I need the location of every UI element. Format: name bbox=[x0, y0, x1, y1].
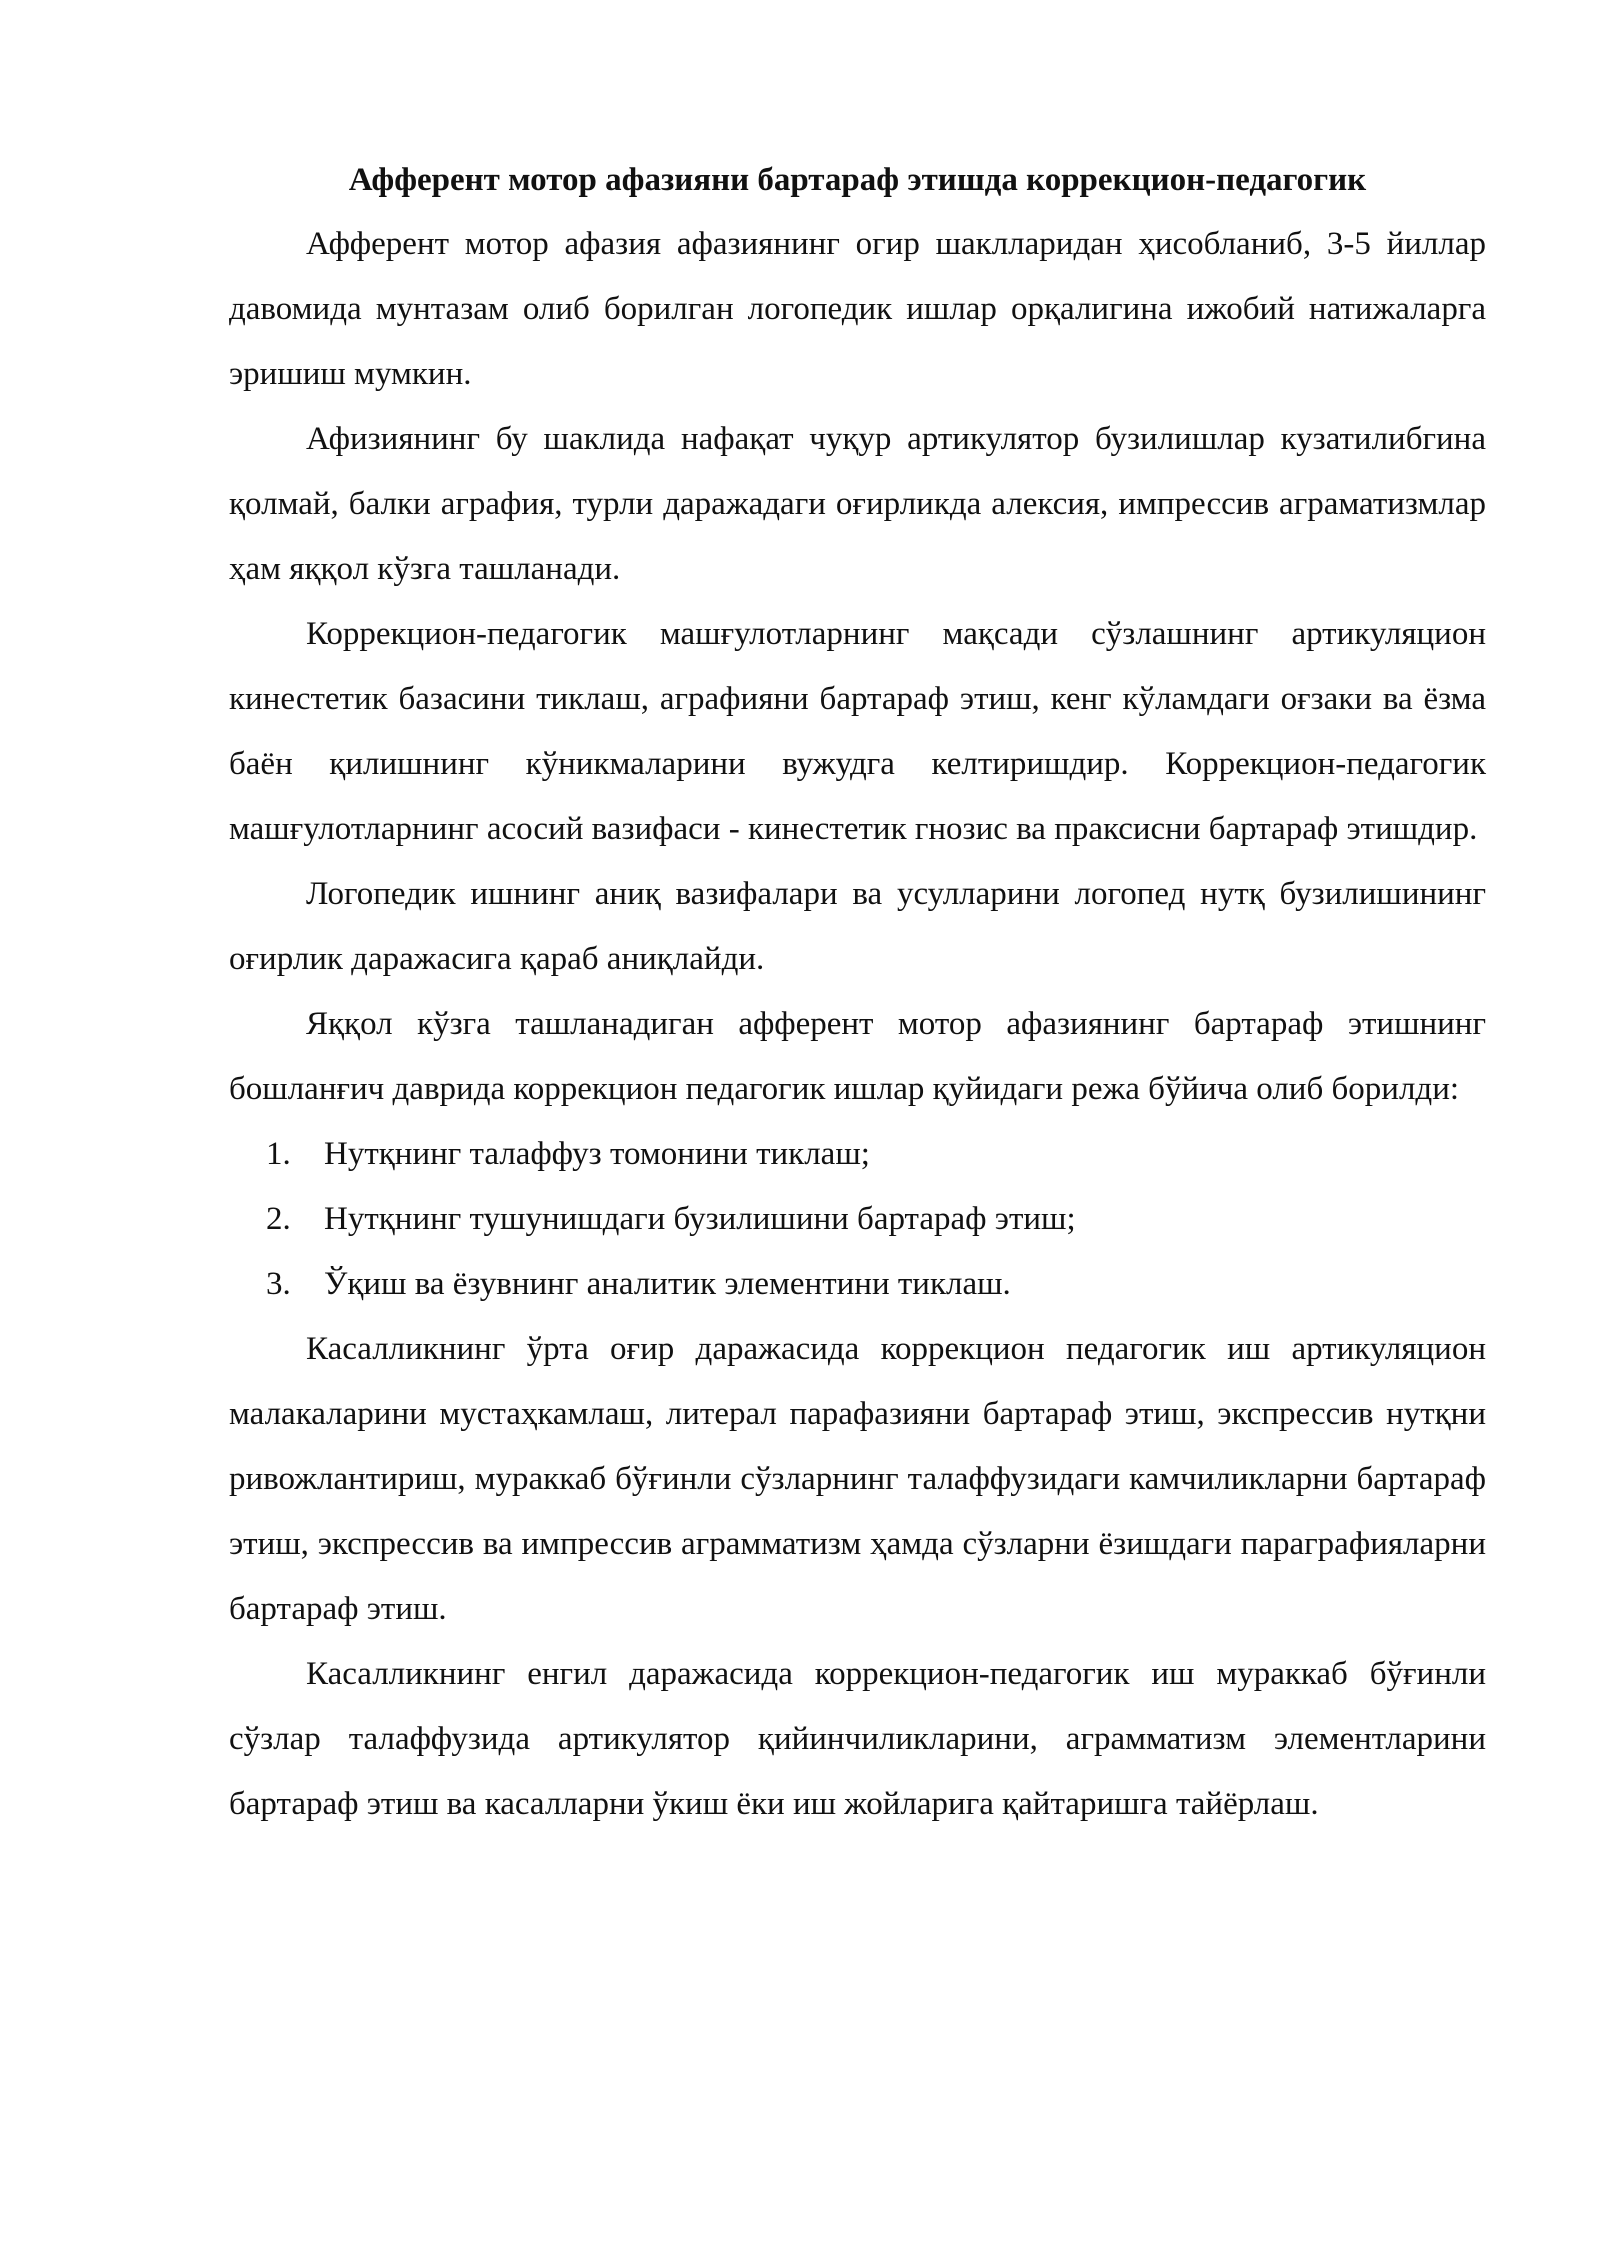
list-item-text: Ўқиш ва ёзувнинг аналитик элементини тиклаш. bbox=[324, 1266, 1011, 1302]
paragraph-7: Касалликнинг енгил даражасида коррекцион-педагогик иш мураккаб бўғинли сўзлар талаффузида артикулятор қийинчиликларини, аграмматизм элементларини бартараф этиш ва касалларни ўкиш ёки иш жойларига қайтаришга тайёрлаш. bbox=[229, 1656, 1486, 1822]
paragraph-5: Яққол кўзга ташланадиган афферент мотор афазиянинг бартараф этишнинг бошланғич даврида коррекцион педагогик ишлар қуйидаги режа бўйича олиб борилди: bbox=[229, 1006, 1486, 1107]
list-item bbox=[229, 1122, 1486, 1187]
paragraph-4: Логопедик ишнинг аниқ вазифалари ва усулларини логопед нутқ бузилишининг оғирлик даражасига қараб аниқлайди. bbox=[229, 876, 1486, 977]
list-item-text: Нутқнинг талаффуз томонини тиклаш; bbox=[324, 1136, 870, 1172]
document-title: Афферент мотор афазияни бартараф этишда коррекцион-педагогик bbox=[348, 162, 1367, 198]
paragraph-1: Афферент мотор афазия афазиянинг огир шаклларидан ҳисобланиб, 3-5 йиллар давомида мунтазам олиб борилган логопедик ишлар орқалигина ижобий натижаларга эришиш мумкин. bbox=[229, 226, 1486, 392]
list-item-number: 1. bbox=[266, 1136, 291, 1172]
list-item-text: Нутқнинг тушунишдаги бузилишини бартараф этиш; bbox=[324, 1201, 1076, 1237]
list-item bbox=[229, 1187, 1486, 1252]
list-item bbox=[229, 1252, 1486, 1317]
list-item-number: 2. bbox=[266, 1201, 291, 1237]
paragraph-3: Коррекцион-педагогик машғулотларнинг мақсади сўзлашнинг артикуляцион кинестетик базасини тиклаш, аграфияни бартараф этиш, кенг кўламдаги оғзаки ва ёзма баён қилишнинг кўникмаларини вужудга келтиришдир. Коррекцион-педагогик машғулотларнинг асосий вазифаси - кинестетик гнозис ва праксисни бартараф этишдир. bbox=[229, 616, 1486, 847]
document-page bbox=[229, 148, 1486, 1837]
paragraph-6: Касалликнинг ўрта оғир даражасида коррекцион педагогик иш артикуляцион малакаларини мустаҳкамлаш, литерал парафазияни бартараф этиш, экспрессив нутқни ривожлантириш, мураккаб бўғинли сўзларнинг талаффузидаги камчиликларни бартараф этиш, экспрессив ва импрессив аграмматизм ҳамда сўзларни ёзишдаги параграфияларни бартараф этиш. bbox=[229, 1331, 1486, 1627]
paragraph-2: Афизиянинг бу шаклида нафақат чуқур артикулятор бузилишлар кузатилибгина қолмай, балки аграфия, турли даражадаги оғирликда алексия, импрессив аграматизмлар ҳам яққол кўзга ташланади. bbox=[229, 421, 1486, 587]
list-item-number: 3. bbox=[266, 1266, 291, 1302]
numbered-list bbox=[229, 1122, 1486, 1317]
